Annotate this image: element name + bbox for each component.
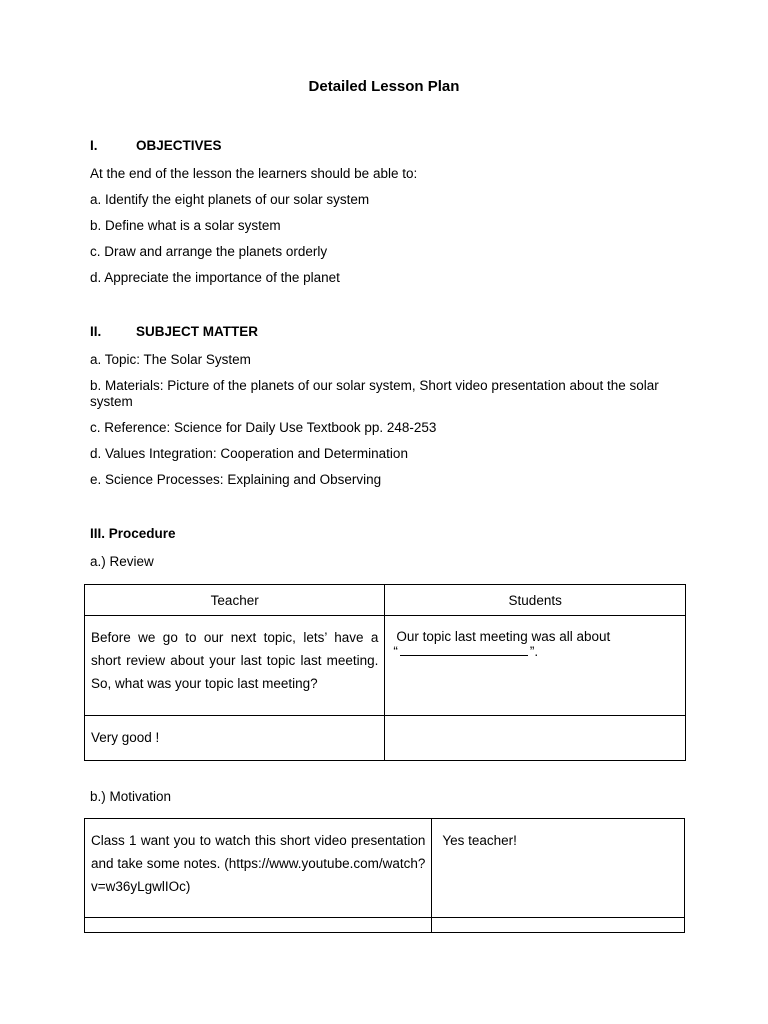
open-quote: “: [393, 644, 398, 659]
objective-item: d. Appreciate the importance of the planet: [90, 270, 340, 285]
procedure-heading: III. Procedure: [90, 526, 176, 541]
review-label: a.) Review: [90, 554, 154, 569]
objective-item: b. Define what is a solar system: [90, 218, 281, 233]
column-header-students: Students: [385, 585, 686, 616]
answer-blank-line: [400, 646, 528, 656]
subject-matter-item: a. Topic: The Solar System: [90, 352, 251, 367]
table-row: [85, 585, 686, 616]
objectives-intro: At the end of the lesson the learners should be able to:: [90, 166, 418, 181]
motivation-label: b.) Motivation: [90, 789, 172, 804]
motivation-teacher-text: Class 1 want you to watch this short video presentation and take some notes. (https://www.youtube.com/watch?v=w36yLgwlIOc): [91, 833, 426, 894]
review-table: [84, 584, 686, 761]
review-teacher-cell: [85, 616, 385, 716]
document-title: Detailed Lesson Plan: [308, 78, 460, 95]
motivation-students-text: Yes teacher!: [442, 833, 517, 848]
table-row: [85, 616, 686, 716]
objective-item: c. Draw and arrange the planets orderly: [90, 244, 328, 259]
motivation-teacher-cell: [85, 819, 432, 918]
motivation-teacher-cell: [85, 918, 432, 933]
close-quote: ”.: [529, 644, 539, 659]
objective-item: a. Identify the eight planets of our solar system: [90, 192, 370, 207]
motivation-students-cell: [432, 918, 685, 933]
review-teacher-text: Before we go to our next topic, lets’ have a short review about your last topic last meeting. So, what was your topic last meeting?: [91, 630, 379, 691]
review-students-cell: [385, 616, 686, 716]
motivation-students-cell: [432, 819, 685, 918]
subject-matter-heading: SUBJECT MATTER: [136, 324, 259, 339]
review-students-answer: Our topic last meeting was all about: [396, 629, 611, 644]
subject-matter-item: b. Materials: Picture of the planets of our solar system, Short video presentation about the solar system: [90, 378, 659, 409]
objectives-heading: OBJECTIVES: [136, 138, 222, 153]
review-teacher-cell: [85, 716, 385, 761]
objectives-numeral: I.: [90, 138, 98, 153]
motivation-table: [84, 818, 685, 933]
review-teacher-text: Very good !: [91, 730, 160, 745]
table-row: [85, 918, 685, 933]
review-students-cell: [385, 716, 686, 761]
review-students-text: [385, 616, 685, 659]
column-header-teacher: Teacher: [85, 585, 385, 616]
table-row: [85, 716, 686, 761]
subject-matter-item: d. Values Integration: Cooperation and Determination: [90, 446, 408, 461]
subject-matter-numeral: II.: [90, 324, 102, 339]
subject-matter-item: e. Science Processes: Explaining and Observing: [90, 472, 382, 487]
table-row: [85, 819, 685, 918]
subject-matter-item: c. Reference: Science for Daily Use Textbook pp. 248-253: [90, 420, 437, 435]
